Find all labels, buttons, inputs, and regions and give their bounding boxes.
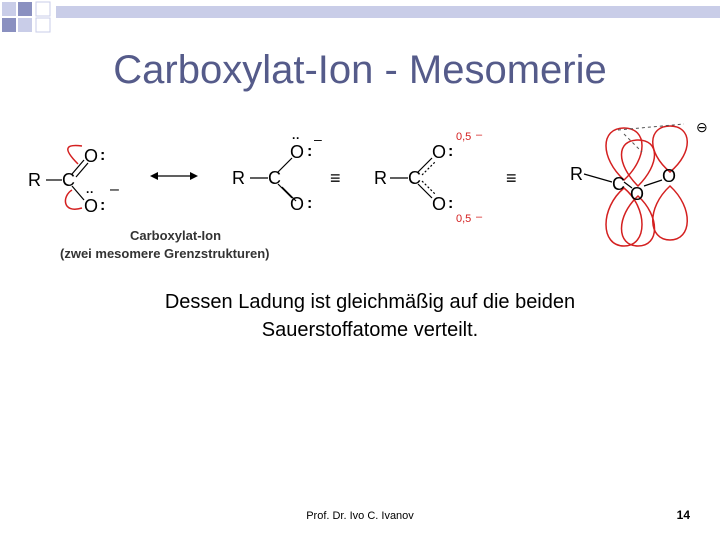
lone-pair: ··: [292, 131, 300, 145]
deco-square: [2, 18, 16, 32]
carboxylate-mesomerism-diagram: [20, 118, 720, 268]
negative-charge: –: [314, 131, 322, 147]
atom-o: O: [290, 194, 305, 214]
atom-o: O: [84, 146, 99, 166]
atom-o: O: [432, 194, 447, 214]
body-line: Sauerstoffatome verteilt.: [261, 319, 479, 341]
negative-charge-circle: ⊖: [696, 119, 708, 135]
lone-pair: :: [100, 197, 106, 214]
atom-r: R: [374, 168, 387, 188]
bond-r-c: [584, 174, 612, 182]
deco-square: [18, 2, 32, 16]
lone-pair: ··: [86, 185, 94, 199]
deco-square: [36, 18, 50, 32]
electron-arrow: [68, 146, 82, 164]
atom-o: O: [432, 142, 447, 162]
orbital-lobe: [606, 128, 642, 180]
electron-arrow: [65, 190, 82, 209]
atom-o: O: [290, 142, 305, 162]
body-text: [60, 288, 680, 344]
slide-title: Carboxylat-Ion - Mesomerie: [113, 48, 607, 92]
deco-square: [2, 2, 16, 16]
arrow-head-left: [150, 172, 158, 180]
diagram-caption: (zwei mesomere Grenzstrukturen): [60, 246, 270, 261]
atom-o: O: [662, 166, 677, 186]
lone-pair: :: [448, 143, 454, 160]
deco-square: [36, 2, 50, 16]
page-number: 14: [676, 508, 690, 522]
orbital-lobe: [653, 186, 688, 240]
deco-square: [18, 18, 32, 32]
equivalence-symbol: ≡: [330, 168, 341, 188]
lone-pair: :: [307, 143, 313, 160]
atom-o: O: [630, 184, 645, 204]
bond-c-o-partial: [422, 161, 436, 175]
equivalence-symbol: ≡: [506, 168, 517, 188]
negative-charge: –: [110, 181, 119, 198]
body-line: Dessen Ladung ist gleichmäßig auf die beiden: [164, 291, 576, 313]
atom-r: R: [28, 170, 41, 190]
atom-c: C: [268, 168, 281, 188]
decorative-squares: [0, 0, 720, 40]
bond-c-o: [644, 180, 662, 186]
atom-c: C: [62, 170, 75, 190]
partial-charge-sign: –: [476, 129, 483, 141]
footer-author: Prof. Dr. Ivo C. Ivanov: [306, 510, 414, 522]
lone-pair: :: [100, 147, 106, 164]
atom-c: C: [408, 168, 421, 188]
atom-r: R: [232, 168, 245, 188]
atom-c: C: [612, 174, 625, 194]
diagram-caption: Carboxylat-Ion: [130, 228, 222, 243]
partial-charge-sign: –: [476, 211, 483, 223]
arrow-head-right: [190, 172, 198, 180]
lone-pair: :: [307, 195, 313, 212]
lone-pair: :: [448, 195, 454, 212]
bond-c-o-partial: [422, 181, 436, 195]
partial-charge-label: 0,5: [456, 213, 472, 225]
partial-charge-label: 0,5: [456, 131, 472, 143]
atom-o: O: [84, 196, 99, 216]
atom-r: R: [570, 164, 583, 184]
